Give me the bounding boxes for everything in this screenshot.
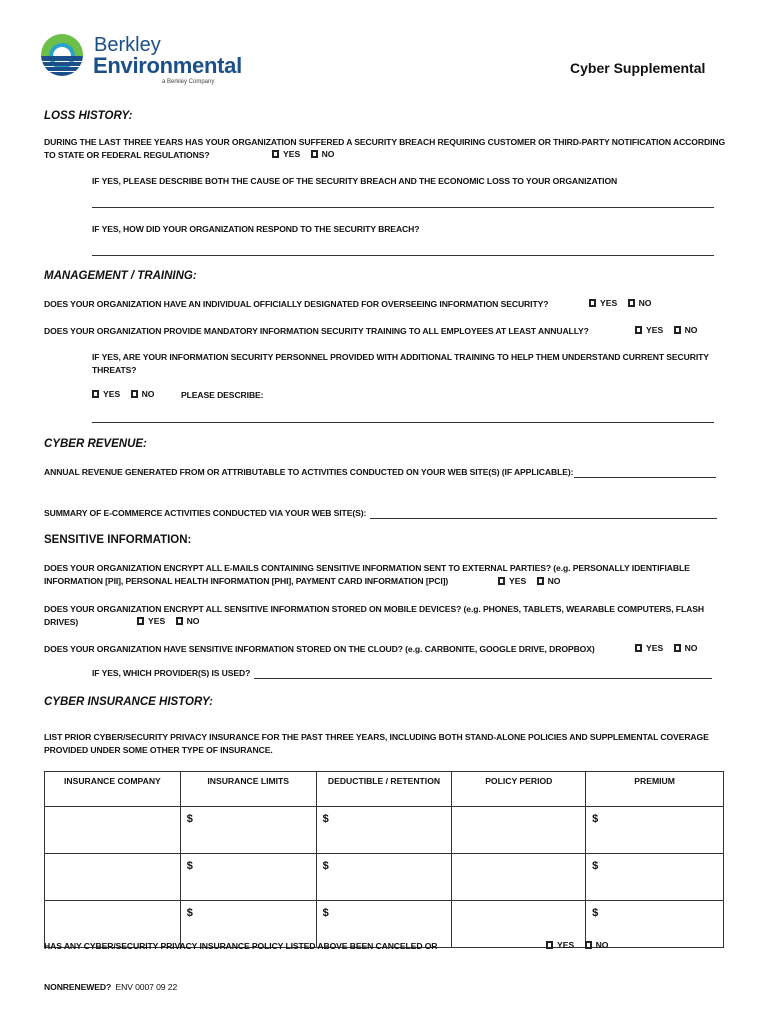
- company-logo: [40, 32, 240, 90]
- answer-line[interactable]: [92, 255, 714, 256]
- column-header: DEDUCTIBLE / RETENTION: [316, 772, 452, 807]
- question-security-breach: [44, 136, 734, 162]
- label-please-describe: PLEASE DESCRIBE:: [181, 390, 264, 400]
- no-checkbox[interactable]: [311, 150, 318, 158]
- question-text: DOES YOUR ORGANIZATION ENCRYPT ALL SENSITIVE INFORMATION STORED ON MOBILE DEVICES? (e.g. PHONES, TABLETS, WEARABLE COMPUTERS, FLASH: [44, 604, 704, 614]
- question-text: DOES YOUR ORGANIZATION ENCRYPT ALL E-MAILS CONTAINING SENSITIVE INFORMATION SENT TO EXTERNAL PARTIES? (e.g. PERSONALLY IDENTIFIABLE: [44, 563, 690, 573]
- section-heading-sensitive-information: SENSITIVE INFORMATION:: [44, 534, 192, 546]
- table-cell[interactable]: [45, 854, 181, 901]
- question-cloud-storage: DOES YOUR ORGANIZATION HAVE SENSITIVE INFORMATION STORED ON THE CLOUD? (e.g. CARBONITE, GOOGLE DRIVE, DROPBOX): [44, 644, 595, 654]
- logo-tagline: a Berkley Company: [162, 79, 215, 85]
- column-header: INSURANCE LIMITS: [180, 772, 316, 807]
- yes-no-policy-canceled: YES NO: [546, 940, 608, 950]
- yes-no-training: YES NO: [635, 325, 697, 335]
- insurance-history-intro: [44, 731, 734, 757]
- section-heading-loss-history: LOSS HISTORY:: [44, 110, 133, 122]
- insurance-history-table: [44, 771, 724, 948]
- logo-name-line1: Berkley: [94, 34, 161, 56]
- question-text: PROVIDED UNDER SOME OTHER TYPE OF INSURANCE.: [44, 745, 273, 755]
- table-row: [45, 807, 724, 854]
- yes-checkbox[interactable]: [635, 326, 642, 334]
- question-text: THREATS?: [92, 365, 137, 375]
- question-text: DRIVES): [44, 617, 79, 627]
- no-checkbox[interactable]: [674, 644, 681, 652]
- footer-line: [44, 981, 177, 994]
- no-checkbox[interactable]: [674, 326, 681, 334]
- no-checkbox[interactable]: [176, 617, 183, 625]
- yes-no-cloud-storage: YES NO: [635, 643, 697, 653]
- question-text: DURING THE LAST THREE YEARS HAS YOUR ORGANIZATION SUFFERED A SECURITY BREACH REQUIRING CUSTOMER OR THIRD-PARTY NOTIFICATION ACCORDING: [44, 137, 726, 147]
- question-encrypt-emails: [44, 562, 734, 588]
- section-heading-management: MANAGEMENT / TRAINING:: [44, 270, 197, 282]
- question-security-officer: DOES YOUR ORGANIZATION HAVE AN INDIVIDUAL OFFICIALLY DESIGNATED FOR OVERSEEING INFORMATION SECURITY?: [44, 299, 549, 309]
- yes-checkbox[interactable]: [635, 644, 642, 652]
- question-text: IF YES, ARE YOUR INFORMATION SECURITY PERSONNEL PROVIDED WITH ADDITIONAL TRAINING TO HELP THEM UNDERSTAND CURRENT SECURITY: [92, 352, 709, 362]
- question-ecommerce-summary: SUMMARY OF E-COMMERCE ACTIVITIES CONDUCTED VIA YOUR WEB SITE(S):: [44, 508, 367, 518]
- no-checkbox[interactable]: [131, 390, 138, 398]
- question-text: NONRENEWED?: [44, 982, 112, 992]
- question-text: TO STATE OR FEDERAL REGULATIONS?: [44, 150, 210, 160]
- table-cell[interactable]: $: [316, 807, 452, 854]
- table-cell[interactable]: $: [586, 807, 724, 854]
- column-header: PREMIUM: [586, 772, 724, 807]
- no-checkbox[interactable]: [585, 941, 592, 949]
- question-breach-response: IF YES, HOW DID YOUR ORGANIZATION RESPOND TO THE SECURITY BREACH?: [92, 224, 420, 234]
- answer-line[interactable]: [92, 207, 714, 208]
- no-checkbox[interactable]: [537, 577, 544, 585]
- table-cell[interactable]: [45, 807, 181, 854]
- column-header: POLICY PERIOD: [452, 772, 586, 807]
- yes-checkbox[interactable]: [137, 617, 144, 625]
- table-cell[interactable]: $: [586, 901, 724, 948]
- table-cell[interactable]: [452, 807, 586, 854]
- question-text: INFORMATION [PII], PERSONAL HEALTH INFORMATION [PHI], PAYMENT CARD INFORMATION [PCI]): [44, 576, 449, 586]
- yes-no-security-officer: YES NO: [589, 298, 651, 308]
- logo-name-line2: Environmental: [93, 53, 242, 78]
- question-breach-cause: IF YES, PLEASE DESCRIBE BOTH THE CAUSE OF THE SECURITY BREACH AND THE ECONOMIC LOSS TO YOUR ORGANIZATION: [92, 176, 618, 186]
- yes-checkbox[interactable]: [546, 941, 553, 949]
- yes-checkbox[interactable]: [498, 577, 505, 585]
- table-cell[interactable]: $: [316, 901, 452, 948]
- table-header-row: [45, 772, 724, 807]
- yes-checkbox[interactable]: [272, 150, 279, 158]
- answer-line[interactable]: [254, 678, 712, 679]
- section-heading-insurance-history: CYBER INSURANCE HISTORY:: [44, 696, 213, 708]
- table-cell[interactable]: $: [586, 854, 724, 901]
- yes-no-encrypt-emails: YES NO: [498, 576, 560, 586]
- table-row: [45, 854, 724, 901]
- yes-no-additional-training: YES NO: [92, 389, 154, 399]
- table-cell[interactable]: [452, 854, 586, 901]
- yes-checkbox[interactable]: [589, 299, 596, 307]
- column-header: INSURANCE COMPANY: [45, 772, 181, 807]
- form-number: ENV 0007 09 22: [115, 982, 178, 992]
- question-mandatory-training: DOES YOUR ORGANIZATION PROVIDE MANDATORY INFORMATION SECURITY TRAINING TO ALL EMPLOYEES AT LEAST ANNUALLY?: [44, 326, 589, 336]
- no-checkbox[interactable]: [628, 299, 635, 307]
- question-cloud-provider: IF YES, WHICH PROVIDER(S) IS USED?: [92, 668, 251, 678]
- section-heading-cyber-revenue: CYBER REVENUE:: [44, 438, 147, 450]
- answer-line[interactable]: [92, 422, 714, 423]
- question-policy-canceled: HAS ANY CYBER/SECURITY PRIVACY INSURANCE POLICY LISTED ABOVE BEEN CANCELED OR: [44, 941, 438, 951]
- answer-line[interactable]: [574, 477, 716, 478]
- yes-no-breach: YES NO: [272, 149, 334, 159]
- yes-no-encrypt-mobile: YES NO: [137, 616, 199, 626]
- question-additional-training: [92, 351, 722, 377]
- question-annual-revenue: ANNUAL REVENUE GENERATED FROM OR ATTRIBUTABLE TO ACTIVITIES CONDUCTED ON YOUR WEB SITE(S) (IF APPLICABLE):: [44, 467, 574, 477]
- logo-mark-icon: [40, 32, 84, 78]
- yes-checkbox[interactable]: [92, 390, 99, 398]
- table-cell[interactable]: $: [180, 901, 316, 948]
- table-cell[interactable]: $: [316, 854, 452, 901]
- question-text: LIST PRIOR CYBER/SECURITY PRIVACY INSURANCE FOR THE PAST THREE YEARS, INCLUDING BOTH STAND-ALONE POLICIES AND SUPPLEMENTAL COVERAGE: [44, 732, 709, 742]
- table-cell[interactable]: $: [180, 854, 316, 901]
- answer-line[interactable]: [370, 518, 717, 519]
- page-title: Cyber Supplemental: [570, 60, 706, 76]
- table-cell[interactable]: $: [180, 807, 316, 854]
